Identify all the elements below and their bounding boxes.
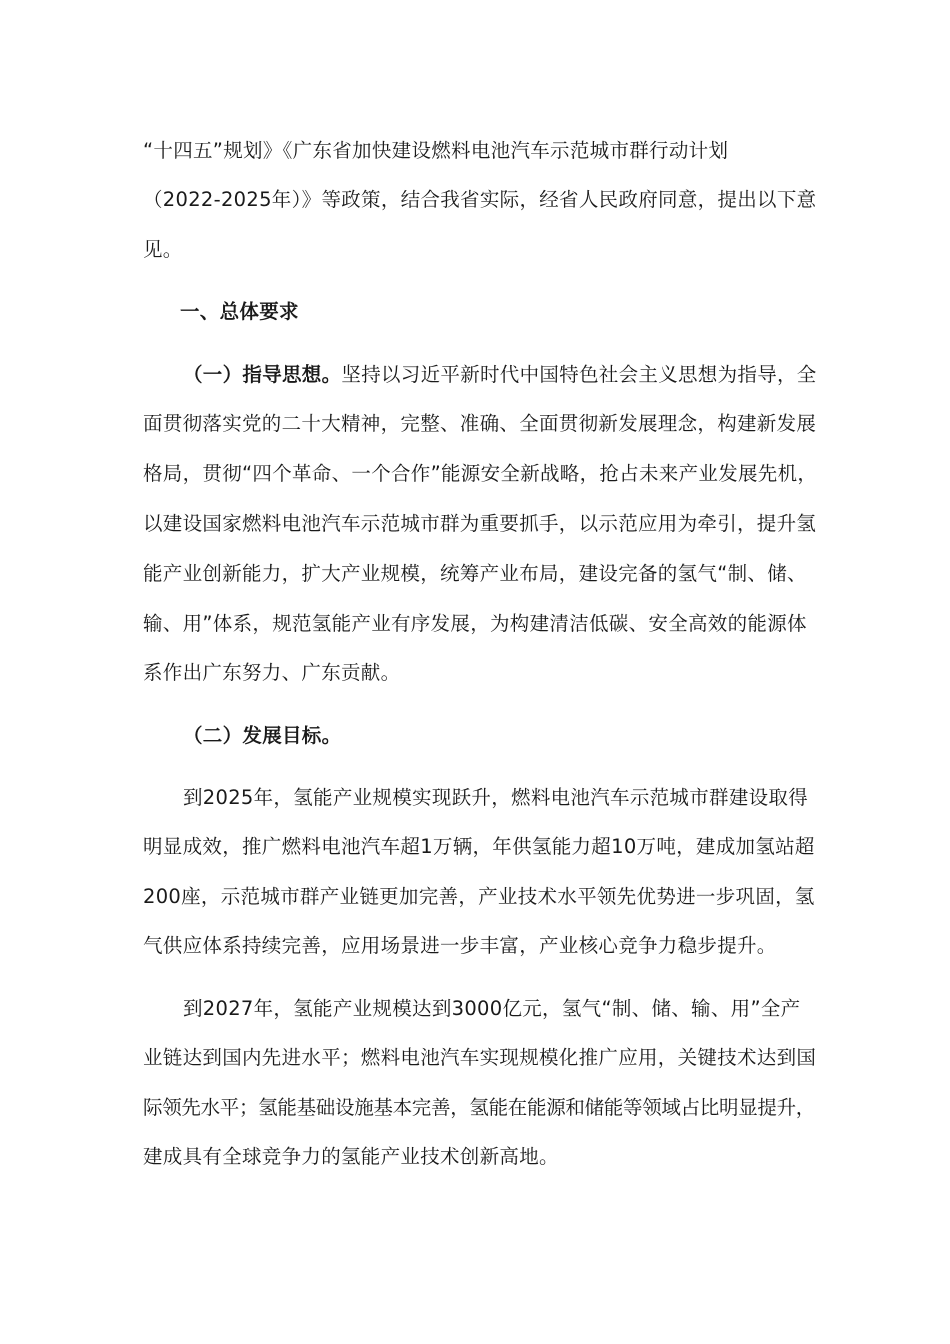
section-heading-development-goals: （二）发展目标。	[183, 724, 342, 747]
intro-line-1: “十四五”规划》《广东省加快建设燃料电池汽车示范城市群行动计划	[143, 139, 729, 162]
goal2025-line-2: 明显成效，推广燃料电池汽车超1万辆，年供氢能力超10万吨，建成加氢站超	[143, 835, 815, 858]
guiding-line-2: 面贯彻落实党的二十大精神，完整、准确、全面贯彻新发展理念，构建新发展	[143, 412, 817, 435]
goal2025-line-3: 200座，示范城市群产业链更加完善，产业技术水平领先优势进一步巩固，氢	[143, 885, 815, 908]
guiding-lead: （一）指导思想。	[183, 363, 342, 386]
guiding-line-6: 输、用”体系，规范氢能产业有序发展，为构建清洁低碳、安全高效的能源体	[143, 612, 807, 635]
goal2027-line-1: 到2027年，氢能产业规模达到3000亿元，氢气“制、储、输、用”全产	[183, 997, 801, 1020]
intro-line-3: 见。	[143, 238, 183, 261]
guiding-line-1	[183, 361, 817, 389]
section-heading-overall-requirements: 一、总体要求	[180, 300, 299, 323]
goal2025-line-1: 到2025年，氢能产业规模实现跃升，燃料电池汽车示范城市群建设取得	[183, 786, 809, 809]
goal2027-line-4: 建成具有全球竞争力的氢能产业技术创新高地。	[143, 1145, 559, 1168]
guiding-line-5: 能产业创新能力，扩大产业规模，统筹产业布局，建设完备的氢气“制、储、	[143, 562, 807, 585]
guiding-first-line-text: 坚持以习近平新时代中国特色社会主义思想为指导，全	[341, 363, 817, 386]
goal2027-line-3: 际领先水平；氢能基础设施基本完善，氢能在能源和储能等领域占比明显提升，	[143, 1096, 816, 1119]
guiding-line-3: 格局，贯彻“四个革命、一个合作”能源安全新战略，抢占未来产业发展先机，	[143, 462, 818, 485]
goal2027-line-2: 业链达到国内先进水平；燃料电池汽车实现规模化推广应用，关键技术达到国	[143, 1046, 817, 1069]
intro-line-2: （2022-2025年）》等政策，结合我省实际，经省人民政府同意，提出以下意	[143, 188, 817, 211]
goal2025-line-4: 气供应体系持续完善，应用场景进一步丰富，产业核心竞争力稳步提升。	[143, 934, 777, 957]
guiding-line-4: 以建设国家燃料电池汽车示范城市群为重要抓手，以示范应用为牵引，提升氢	[143, 512, 817, 535]
guiding-line-7: 系作出广东努力、广东贡献。	[143, 661, 401, 684]
